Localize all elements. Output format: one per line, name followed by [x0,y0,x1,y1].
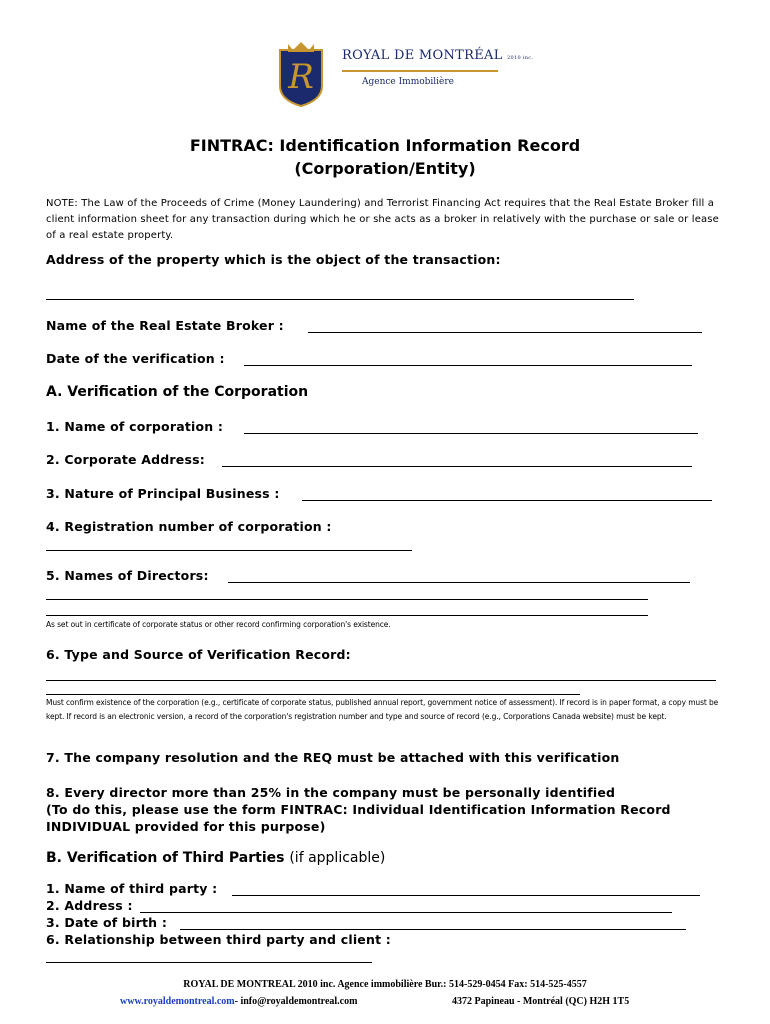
registration-label: 4. Registration number of corporation : [46,519,332,534]
title-line-2: (Corporation/Entity) [294,159,476,178]
corp-name-line[interactable] [244,433,698,434]
section-b-heading: B. Verification of Third Parties (if applicable) [46,850,386,866]
third-party-dob-line[interactable] [180,929,686,930]
email-text: - info@royaldemontreal.com [234,996,358,1007]
type-source-label: 6. Type and Source of Verification Record: [46,647,351,662]
registration-line[interactable] [46,550,412,551]
third-party-name-line[interactable] [232,895,700,896]
nature-line[interactable] [302,500,712,501]
crest-icon [276,40,326,108]
directors-line-2[interactable] [46,599,648,600]
brand-suffix: 2010 inc. [507,55,534,61]
directors-line-3[interactable] [46,615,648,616]
third-party-relationship-line[interactable] [46,962,372,963]
property-address-label: Address of the property which is the object of the transaction: [46,252,501,267]
section-b-qualifier: (if applicable) [289,850,386,866]
corp-name-label: 1. Name of corporation : [46,419,224,434]
title-line-1: FINTRAC: Identification Information Record [189,136,581,155]
footer-web [120,996,357,1007]
statement-8-line-1: 8. Every director more than 25% in the company must be personally identified [46,785,616,800]
third-party-relationship-label: 6. Relationship between third party and client : [46,932,392,947]
brand-subtitle: Agence Immobilière [362,77,455,87]
third-party-name-label: 1. Name of third party : [46,881,218,896]
third-party-address-label: 2. Address : [46,898,133,913]
section-a-heading: A. Verification of the Corporation [46,384,309,400]
broker-line[interactable] [308,332,702,333]
legal-note: NOTE: The Law of the Proceeds of Crime (Money Laundering) and Terrorist Financing Act requires that the Real Estate Broker fill a client information sheet for any transaction during which he or she acts as a broker in relatively with the purchase or sale or lease of a real estate property. [46,198,719,241]
directors-label: 5. Names of Directors: [46,568,209,583]
property-address-line[interactable] [46,299,634,300]
third-party-dob-label: 3. Date of birth : [46,915,168,930]
svg-text:R: R [288,57,314,97]
corp-address-label: 2. Corporate Address: [46,452,205,467]
brand-name: ROYAL DE MONTRÉAL 2010 inc. [342,48,534,63]
broker-label: Name of the Real Estate Broker : [46,318,284,333]
type-source-line-1[interactable] [46,680,716,681]
statement-8-line-2: (To do this, please use the form FINTRAC: Individual Identification Information Record [46,802,671,817]
company-logo [276,40,534,108]
directors-note: As set out in certificate of corporate status or other record confirming corporation's existence. [46,620,391,629]
brand-divider [342,70,498,72]
nature-label: 3. Nature of Principal Business : [46,486,280,501]
statement-7: 7. The company resolution and the REQ must be attached with this verification [46,750,620,765]
footer-contact: ROYAL DE MONTREAL 2010 inc. Agence immobilière Bur.: 514-529-0454 Fax: 514-525-4557 [183,979,587,990]
page-title [0,134,770,180]
date-line[interactable] [244,365,692,366]
type-source-line-2[interactable] [46,694,580,695]
third-party-address-line[interactable] [140,912,672,913]
statement-8 [46,784,671,835]
corp-address-line[interactable] [222,466,692,467]
verification-note: Must confirm existence of the corporation (e.g., certificate of corporate status, published annual report, government notice of assessment). If record is in paper format, a copy must be kept. If record is an electronic version, a record of the corporation's registration number and type and source of record (e.g., Corporations Canada website) must be kept. [46,698,719,721]
footer-address: 4372 Papineau - Montréal (QC) H2H 1T5 [452,996,630,1007]
date-label: Date of the verification : [46,351,225,366]
directors-line-1[interactable] [228,582,690,583]
statement-8-line-3: INDIVIDUAL provided for this purpose) [46,819,326,834]
website-link[interactable]: www.royaldemontreal.com [120,996,235,1007]
